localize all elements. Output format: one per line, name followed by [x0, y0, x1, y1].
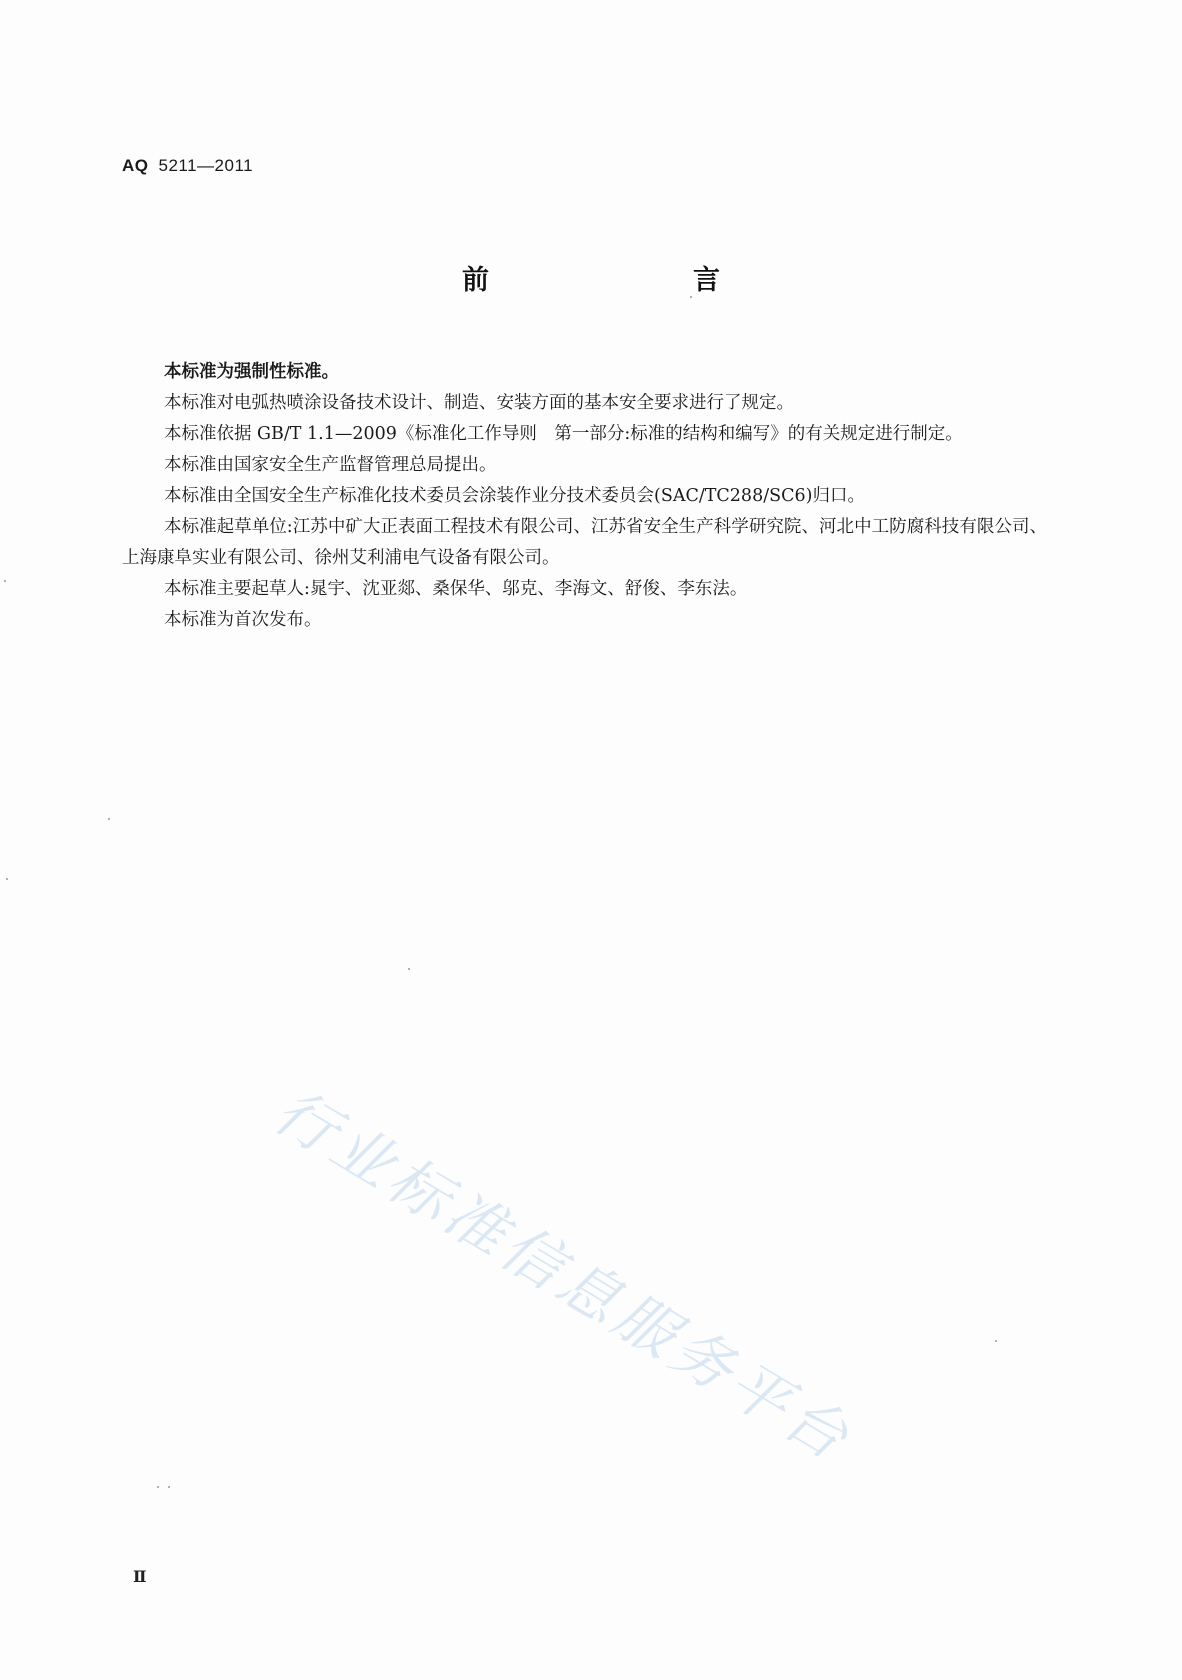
- watermark-text: 行业标准信息服务平台: [262, 1076, 865, 1477]
- foreword-body: [122, 357, 1047, 636]
- paragraph-scope: 本标准对电弧热喷涂设备技术设计、制造、安装方面的基本安全要求进行了规定。: [164, 393, 794, 413]
- paragraph-proposer: 本标准由国家安全生产监督管理总局提出。: [164, 455, 497, 475]
- scan-speck: [690, 296, 692, 298]
- paragraph-first-release: 本标准为首次发布。: [164, 610, 322, 630]
- page-title: 前 言: [462, 265, 770, 296]
- standard-prefix: AQ: [122, 156, 149, 175]
- scan-speck: [4, 580, 6, 582]
- scan-speck: [6, 878, 8, 880]
- paragraph-committee: 本标准由全国安全生产标准化技术委员会涂装作业分技术委员会(SAC/TC288/SC6)归口。: [164, 486, 865, 506]
- scan-speck: [168, 1486, 170, 1488]
- paragraph-mandatory: 本标准为强制性标准。: [164, 362, 339, 382]
- scan-speck: [408, 968, 410, 970]
- scan-speck: [157, 1486, 159, 1488]
- page-number: Ⅱ: [133, 1567, 147, 1586]
- scan-speck: [995, 1340, 997, 1342]
- standard-number: 5211—2011: [158, 156, 254, 175]
- paragraph-drafting-units: 本标准起草单位:江苏中矿大正表面工程技术有限公司、江苏省安全生产科学研究院、河北中工防腐科技有限公司、上海康阜实业有限公司、徐州艾利浦电气设备有限公司。: [122, 517, 1047, 568]
- paragraph-drafters: 本标准主要起草人:晁宇、沈亚郯、桑保华、邬克、李海文、舒俊、李东法。: [164, 579, 748, 599]
- standard-code: [122, 156, 253, 176]
- paragraph-drafting-rules: 本标准依据 GB/T 1.1—2009《标准化工作导则 第一部分:标准的结构和编写》的有关规定进行制定。: [164, 424, 963, 444]
- scan-speck: [108, 818, 110, 820]
